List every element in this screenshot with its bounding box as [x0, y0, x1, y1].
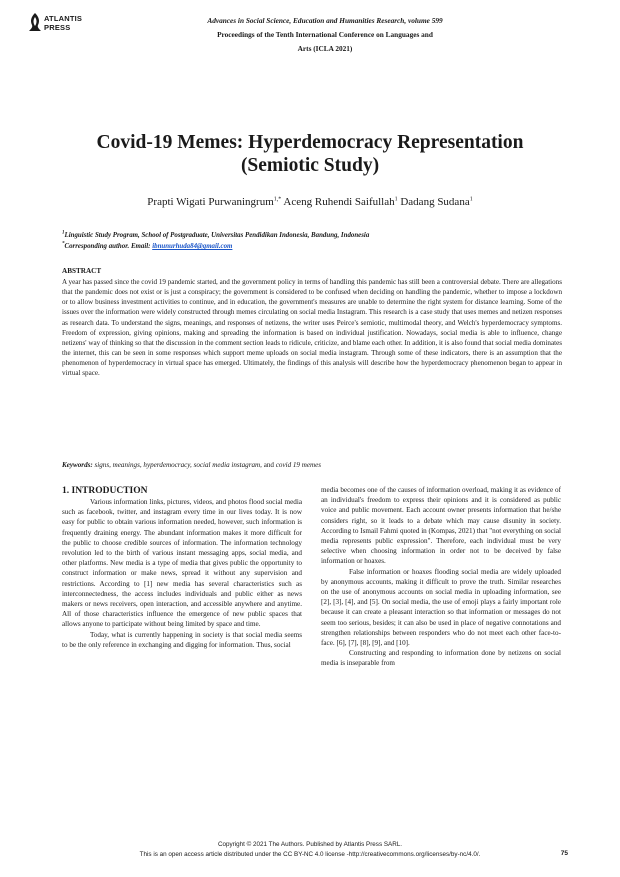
- corresponding-mark: *: [62, 241, 65, 247]
- affiliations: [62, 230, 580, 252]
- affiliation-text: Linguistic Study Program, School of Postgraduate, Universitas Pendidikan Indonesia, Bandung, Indonesia: [64, 232, 370, 239]
- page-footer: [40, 840, 580, 860]
- author-affiliation-mark: 1,*: [273, 196, 282, 203]
- keywords-and: and: [263, 461, 274, 469]
- paragraph: Constructing and responding to information done by netizens on social media is inseparable from: [321, 649, 561, 668]
- copyright-line: Copyright © 2021 The Authors. Published by Atlantis Press SARL.: [217, 841, 403, 848]
- keywords-terms: signs, meanings, hyperdemocracy, social media instagram,: [94, 461, 262, 469]
- conference-line-1: Proceedings of the Tenth International Conference on Languages and: [217, 30, 433, 39]
- keywords: [62, 460, 562, 470]
- atlantis-press-logo-icon: [28, 12, 42, 32]
- running-header: [120, 14, 530, 56]
- left-column: [62, 485, 302, 650]
- author-affiliation-mark: 1: [469, 196, 473, 203]
- affiliation-line: [62, 230, 580, 241]
- publisher-logo-text: [44, 14, 82, 32]
- author-name: Dadang Sudana: [400, 196, 470, 208]
- corresponding-author-line: [62, 241, 580, 252]
- author-list: [40, 195, 580, 209]
- logo-line-2: PRESS: [44, 23, 71, 32]
- section-heading-introduction: 1. INTRODUCTION: [62, 486, 148, 496]
- author-name: Aceng Ruhendi Saifullah: [283, 196, 395, 208]
- paragraph: False information or hoaxes flooding social media are widely uploaded by anonymous accounts, making it difficult to prove the truth. Similar researches on the use of anonymous accounts on social media in uploading information, see [2], [3], [4], and [5]. On social media, the use of emoji plays a fairly important role because it can create a pleasant interaction so that information or messages do not seem too serious, besides; it can also be used in place of negative connotations and strengthen relationships between responders who do not meet each other face-to-face. [6], [7], [8], [9], and [10].: [321, 567, 561, 648]
- logo-line-1: ATLANTIS: [44, 14, 83, 23]
- paragraph: media becomes one of the causes of information overload, making it as evidence of an individual's freedom to express their opinions and it is considered as public voice and public movement. Each account owner presents information that he/she considers right, so it leads to a debate which may cause disunity in society. According to Ismail Fahmi quoted in (Kompas, 2021) that "not everything on social media represents public expression". Therefore, each individual must be very selective when choosing information in order not to be deceived by false information or hoaxes.: [321, 486, 561, 566]
- paragraph: Today, what is currently happening in society is that social media seems to be the only reference in exchanging and digging for information. Thus, social: [62, 630, 302, 649]
- abstract-heading: ABSTRACT: [62, 267, 102, 275]
- page-number: 75: [560, 850, 568, 857]
- author-affiliation-mark: 1: [394, 196, 398, 203]
- paragraph: Various information links, pictures, videos, and photos flood social media such as facebook, twitter, and instagram every time in our lives today. It is now easy for public to obtain various information needed, however, such information is frequently draining energy. The abundant information makes it more difficult for the public to choose credible sources of information. The information technology revolution led to the birth of various instant messaging apps, social media, and other platforms. New media is a type of media that gives public the opportunity to construct information or make news, spread it without any supervision and restrictions. According to [1] new media has several characteristics such as interconnectedness, the access includes individuals and public either as news makers or news receivers, open interaction, and accessible anywhere and anytime. All of those characteristics influence the emergence of new public spaces that allows anyone to participate without being limited by space and time.: [62, 498, 302, 629]
- title-line-1: Covid-19 Memes: Hyperdemocracy Representation: [96, 132, 524, 153]
- title-line-2: (Semiotic Study): [240, 155, 380, 176]
- publisher-logo: [28, 12, 108, 38]
- conference-line-2: Arts (ICLA 2021): [297, 44, 353, 53]
- keywords-label: Keywords:: [62, 461, 93, 469]
- right-column: [321, 485, 561, 669]
- email-link[interactable]: ibnunurhuda84@gmail.com: [152, 243, 233, 250]
- journal-line: Advances in Social Science, Education and Humanities Research, volume 599: [207, 16, 443, 25]
- affiliation-mark: 1: [62, 230, 65, 236]
- paper-title: [40, 131, 580, 177]
- keywords-last-term: covid 19 memes: [275, 461, 322, 469]
- license-line: This is an open access article distributed under the CC BY-NC 4.0 license -http://creativecommons.org/licenses/by-nc/4.0/.: [139, 851, 481, 858]
- author-name: Prapti Wigati Purwaningrum: [147, 196, 274, 208]
- corresponding-text: Corresponding author. Email:: [64, 243, 153, 250]
- abstract-body: A year has passed since the covid 19 pandemic started, and the government policy in terms of handling this pandemic has still been a controversial debate. There are allegations that the pandemic does not exist or is just a conspiracy; the government is considered to be confused when deciding on handling the pandemic, whether to impose a lockdown or to allow business investment activities to continue, and in education, the government's measures are unable to determine the right system for distance learning. Some of the issues over the information were widely constructed through memes circulating on social media Instagram. This research is a case study that uses memes and netizen responses as research data. To understand the signs, meanings, and responses of netizens, the writer uses Peirce's semiotic, multimodal theory, and Welch's hyperdemocracy symptoms. Freedom of expression, giving opinions, making and spreading the information is based on individual justification. Nowadays, social media is able to influence, change netizens' way of thinking so that the discussion in the comment section leads to ridicule, criticize, and blame each other. In addition, it is also found that social media dominates the internet, this can be seen in some responses which support meme uploads on social media instagram. Through some of these indicators, there is an assumption that the phenomenon of hyperdemocracy in virtual space has emerged. Ultimately, the findings of this analysis will describe how the hyperdemocracy phenomenon began to appear in virtual space.: [62, 278, 562, 378]
